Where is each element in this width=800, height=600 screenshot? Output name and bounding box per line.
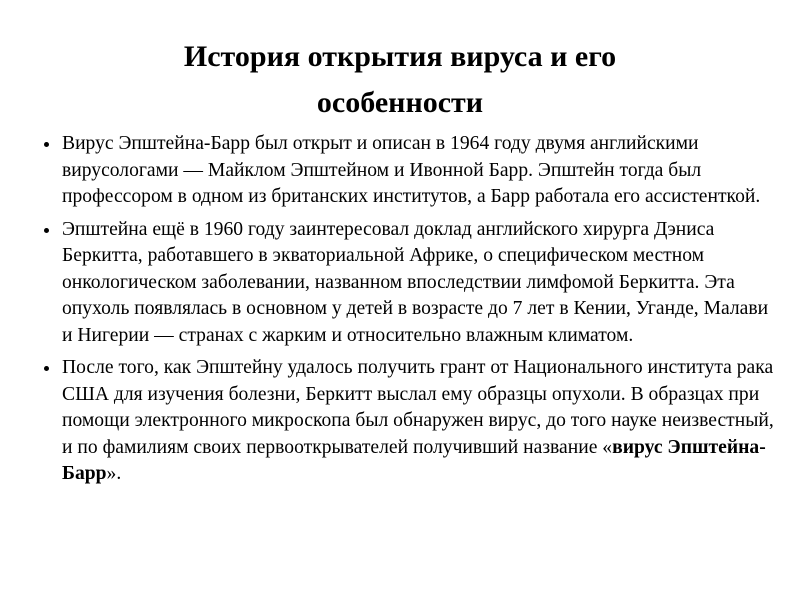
slide-title-line-1: История открытия вируса и его bbox=[183, 40, 617, 73]
bullet-item bbox=[40, 131, 775, 211]
bullet-text bbox=[62, 357, 774, 484]
slide-title bbox=[0, 34, 800, 126]
bullet-text: Вирус Эпштейна-Барр был открыт и описан в 1964 году двумя английскими вирусологами — Майклом Эпштейном и Ивонной Барр. Эпштейн тогда был профессором в одном из британских институтов, а Барр работала его ассистенткой. bbox=[62, 133, 761, 207]
bullet-text: Эпштейна ещё в 1960 году заинтересовал доклад английского хирурга Дэниса Беркитта, работавшего в экваториальной Африке, о специфическом местном онкологическом заболевании, названном впоследствии лимфомой Беркитта. Эта опухоль появлялась в основном у детей в возрасте до 7 лет в Кении, Уганде, Малави и Нигерии — странах с жарким и относительно влажным климатом. bbox=[62, 218, 769, 346]
bullet-dot-icon bbox=[44, 142, 49, 147]
bullet-item bbox=[40, 355, 775, 488]
virus-name-bold: вирус Эпштейна-Барр bbox=[62, 436, 766, 484]
slide-title-line-2: особенности bbox=[316, 86, 484, 119]
bullet-text-before: После того, как Эпштейну удалось получить грант от Национального института рака США для изучения болезни, Беркитт выслал ему образцы опухоли. В образцах при помощи электронного микроскопа был обнаружен вирус, до того науке неизвестный, и по фамилиям своих первооткрывателей получивший название « bbox=[62, 357, 774, 458]
bullet-dot-icon bbox=[44, 228, 49, 233]
bullet-dot-icon bbox=[44, 366, 49, 371]
bullet-text-after: ». bbox=[106, 463, 122, 484]
bullet-list bbox=[40, 131, 775, 494]
bullet-item bbox=[40, 217, 775, 350]
